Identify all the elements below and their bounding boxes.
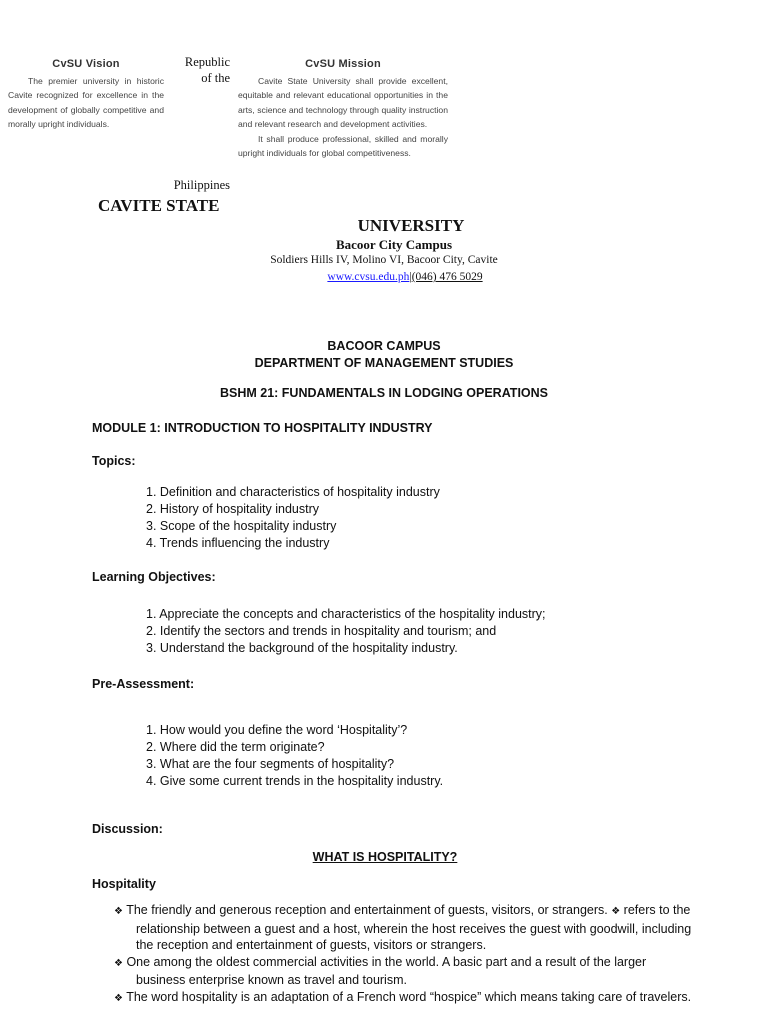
diamond-bullet-icon: ❖ xyxy=(611,906,621,917)
campus-name: Bacoor City Campus xyxy=(335,237,453,252)
preassessment-label: Pre-Assessment: xyxy=(92,677,195,691)
list-item: 2. Identify the sectors and trends in hospitality and tourism; and xyxy=(146,624,497,638)
bullet-text: The word hospitality is an adaptation of a French word “hospice” which means taking care of travelers. xyxy=(126,989,692,1004)
bullet-text: The friendly and generous reception and entertainment of guests, visitors, or strangers. xyxy=(126,903,608,917)
hospitality-label: Hospitality xyxy=(92,877,156,891)
list-item: 3. Understand the background of the hospitality industry. xyxy=(146,641,458,655)
contact-line xyxy=(0,271,768,283)
list-item: 4. Give some current trends in the hospitality industry. xyxy=(146,774,444,788)
preassessment-list xyxy=(146,722,443,790)
bullet-text: One among the oldest commercial activities in the world. A basic part and a result of the larger business enterprise known as travel and tourism. xyxy=(126,954,647,987)
campus-address: Soldiers Hills IV, Molino VI, Bacoor City, Cavite xyxy=(270,254,498,266)
list-item: 4. Trends influencing the industry xyxy=(146,536,330,550)
list-item: 2. Where did the term originate? xyxy=(146,740,325,754)
vision-box xyxy=(8,58,164,132)
mission-text-1: Cavite State University shall provide excellent, equitable and relevant educational opportunities in the arts, science and technology through quality instruction and relevant research and development activities. xyxy=(238,76,448,130)
website-link[interactable]: www.cvsu.edu.ph xyxy=(327,271,410,283)
module-title: MODULE 1: INTRODUCTION TO HOSPITALITY INDUSTRY xyxy=(92,421,433,435)
course-title: BSHM 21: FUNDAMENTALS IN LODGING OPERATIONS xyxy=(219,386,548,400)
discussion-label: Discussion: xyxy=(92,822,163,836)
department-heading: DEPARTMENT OF MANAGEMENT STUDIES xyxy=(254,356,514,370)
list-item: 1. Definition and characteristics of hospitality industry xyxy=(146,485,440,499)
mission-title: CvSU Mission xyxy=(305,58,381,70)
list-item xyxy=(112,954,692,989)
republic-line-1: Republic xyxy=(184,55,230,69)
diamond-bullet-icon: ❖ xyxy=(114,906,123,917)
mission-box xyxy=(238,58,448,160)
phone-number: (046) 476 5029 xyxy=(411,271,483,283)
list-item: 3. What are the four segments of hospitality? xyxy=(146,757,395,771)
diamond-bullet-icon: ❖ xyxy=(114,992,123,1004)
list-item: 1. Appreciate the concepts and characteristics of the hospitality industry; xyxy=(146,607,546,621)
republic-line-2: of the xyxy=(201,71,230,85)
list-item: 2. History of hospitality industry xyxy=(146,502,319,516)
university-title: UNIVERSITY xyxy=(357,216,465,235)
mission-text-2: It shall produce professional, skilled and morally upright individuals for global competitiveness. xyxy=(238,133,448,159)
objectives-label: Learning Objectives: xyxy=(92,570,216,584)
republic-label xyxy=(160,54,230,86)
list-item xyxy=(112,902,692,954)
diamond-bullet-icon: ❖ xyxy=(114,957,123,969)
philippines-label: Philippines xyxy=(173,178,230,192)
mission-text-block xyxy=(238,74,448,160)
bullet-text: refers to the relationship between a guest and a host, wherein the host receives the guest with goodwill, including the reception and entertainment of guests, visitors or strangers. xyxy=(136,903,692,952)
list-item: 3. Scope of the hospitality industry xyxy=(146,519,337,533)
topics-list xyxy=(146,484,440,552)
what-is-hospitality-heading: WHAT IS HOSPITALITY? xyxy=(312,850,458,864)
vision-text-block xyxy=(8,74,164,132)
vision-text: The premier university in historic Cavite recognized for excellence in the development of globally competitive and morally upright individuals. xyxy=(8,76,164,130)
campus-heading: BACOOR CAMPUS xyxy=(327,339,441,353)
list-item xyxy=(112,989,692,1008)
cavite-state-title: CAVITE STATE xyxy=(98,196,220,215)
vision-title: CvSU Vision xyxy=(52,58,120,70)
hospitality-bullets xyxy=(112,902,692,1007)
objectives-list xyxy=(146,606,546,657)
topics-label: Topics: xyxy=(92,454,136,468)
contact-separator: | xyxy=(409,271,412,283)
list-item: 1. How would you define the word ‘Hospitality’? xyxy=(146,723,408,737)
